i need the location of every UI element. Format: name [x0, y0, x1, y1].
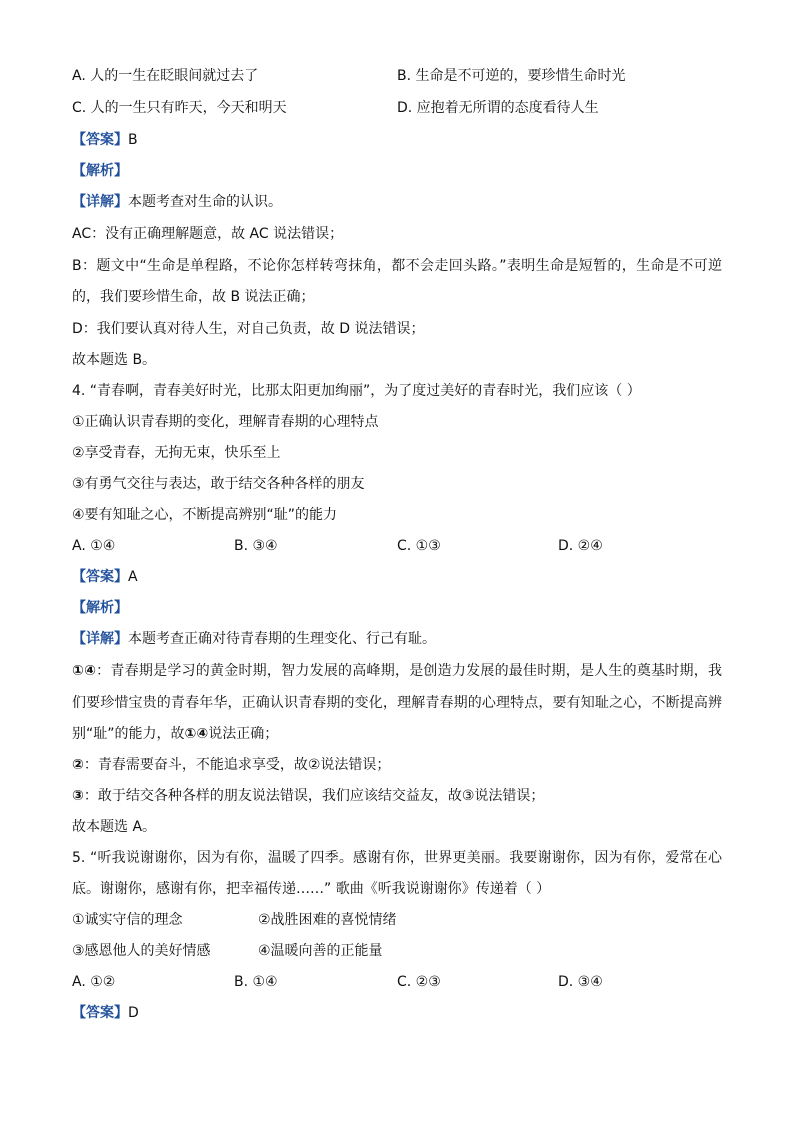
option-c: C. 人的一生只有昨天，今天和明天 [72, 100, 287, 116]
option-a: A. 人的一生在眨眼间就过去了 [72, 68, 259, 84]
q4-conclusion: 故本题选 A。 [72, 819, 157, 835]
q4-option-d: D. ②④ [558, 538, 603, 554]
analysis-text: 说法正确； [208, 726, 279, 742]
item-ref: ② [72, 757, 84, 773]
question-4-item: ③有勇气交往与表达，敢于结交各种各样的朋友 [72, 476, 365, 492]
q5-option-a: A. ①② [72, 974, 116, 990]
answer-tag: 【答案】 [72, 1005, 128, 1021]
q4-analysis-tag: 【解析】 [72, 600, 128, 616]
analysis-line: AC：没有正确理解题意，故 AC 说法错误； [72, 226, 344, 242]
q4-analysis-line: 们要珍惜宝贵的青春年华，正确认识青春期的变化，理解青春期的心理特点，要有知耻之心，不断提高辨 [72, 695, 722, 711]
answer-tag: 【答案】 [72, 569, 128, 585]
question-5-stem: 5. “听我说谢谢你，因为有你，温暖了四季。感谢有你，世界更美丽。我要谢谢你，因为有你，爱常在心 [72, 850, 722, 866]
analysis-line: 的，我们要珍惜生命，故 B 说法正确； [72, 289, 315, 305]
answer-value: B [128, 132, 138, 148]
q4-answer-line [72, 567, 722, 587]
analysis-conclusion: 故本题选 B。 [72, 352, 157, 368]
q4-option-b: B. ③④ [234, 538, 278, 554]
option-b: B. 生命是不可逆的，要珍惜生命时光 [397, 68, 626, 84]
analysis-text: 别“耻”的能力，故 [72, 726, 185, 742]
detail-intro: 本题考查对生命的认识。 [128, 194, 282, 210]
item-ref: ①④ [184, 726, 209, 742]
question-4-item: ④要有知耻之心，不断提高辨别“耻”的能力 [72, 507, 338, 523]
detail-tag: 【详解】 [72, 631, 128, 647]
question-4-stem: 4. “青春啊，青春美好时光，比那太阳更加绚丽”，为了度过美好的青春时光，我们应该（ ） [72, 383, 641, 399]
item-ref: ①④ [72, 663, 97, 679]
answer-value: D [128, 1005, 139, 1021]
q4-detail-line [72, 629, 722, 649]
q5-option-c: C. ②③ [397, 974, 441, 990]
question-5-item: ②战胜困难的喜悦情绪 [258, 912, 397, 928]
q5-option-d: D. ③④ [558, 974, 603, 990]
question-5-item: ①诚实守信的理念 [72, 912, 183, 928]
answer-tag: 【答案】 [72, 132, 128, 148]
q5-option-b: B. ①④ [234, 974, 278, 990]
question-4-item: ②享受青春，无拘无束，快乐至上 [72, 445, 281, 461]
analysis-text: ：青春期是学习的黄金时期，智力发展的高峰期，是创造力发展的最佳时期，是人生的奠基时期，我 [96, 663, 722, 679]
analysis-text: ：敢于结交各种各样的朋友说法错误，我们应该结交益友，故③说法错误； [83, 788, 545, 804]
answer-value: A [128, 569, 138, 585]
question-5-item: ③感恩他人的美好情感 [72, 943, 211, 959]
detail-intro: 本题考查正确对待青春期的生理变化、行己有耻。 [128, 631, 436, 647]
q4-option-c: C. ①③ [397, 538, 441, 554]
analysis-line: D：我们要认真对待人生，对自己负责，故 D 说法错误； [72, 321, 425, 337]
q5-answer-line [72, 1003, 722, 1023]
q4-option-a: A. ①④ [72, 538, 116, 554]
option-d: D. 应抱着无所谓的态度看待人生 [397, 100, 599, 116]
detail-tag: 【详解】 [72, 194, 128, 210]
q4-analysis-line [72, 661, 722, 681]
answer-line [72, 130, 722, 150]
q4-analysis-line [72, 786, 722, 806]
analysis-tag: 【解析】 [72, 163, 128, 179]
analysis-text: ：青春需要奋斗，不能追求享受，故②说法错误； [83, 757, 391, 773]
q4-analysis-line [72, 755, 722, 775]
q4-analysis-line [72, 724, 722, 744]
item-ref: ③ [72, 788, 84, 804]
detail-line [72, 192, 722, 212]
question-5-stem: 底。谢谢你，感谢有你，把幸福传递……” 歌曲《听我说谢谢你》传递着（ ） [72, 881, 551, 897]
analysis-line: B：题文中“生命是单程路，不论你怎样转弯抹角，都不会走回头路。”表明生命是短暂的，生命是不可逆 [72, 258, 722, 274]
question-5-item: ④温暖向善的正能量 [258, 943, 383, 959]
question-4-item: ①正确认识青春期的变化，理解青春期的心理特点 [72, 414, 379, 430]
